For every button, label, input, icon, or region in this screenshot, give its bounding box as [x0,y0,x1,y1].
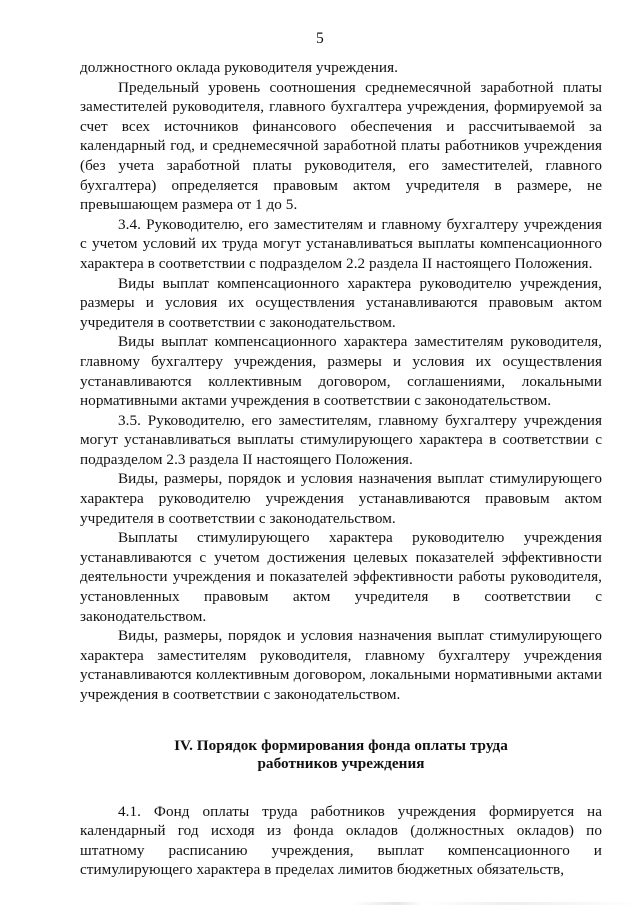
section-heading [80,737,602,773]
paragraph-incentive-head: Виды, размеры, порядок и условия назначения выплат стимулирующего характера руководителю учреждения устанавливаются правовым актом учредителя в соответствии с законодательством. [80,470,602,527]
paragraph-incentive-deputies: Виды, размеры, порядок и условия назначения выплат стимулирующего характера заместителям руководителя, главному бухгалтеру учреждения устанавливаются коллективным договором, локальными нормативными актами учреждения в соответствии с законодательством. [80,627,602,703]
paragraph-salary-ratio: Предельный уровень соотношения среднемесячной заработной платы заместителей руководителя, главного бухгалтера учреждения, формируемой за счет всех источников финансового обеспечения и рассчитываемой за календарный год, и среднемесячной заработной платы работников учреждения (без учета заработной платы руководителя, его заместителей, главного бухгалтера) определяется правовым актом учредителя в размере, не превышающем размера от 1 до 5. [80,78,602,214]
paragraph-incentive-targets: Выплаты стимулирующего характера руководителю учреждения устанавливаются с учетом достижения целевых показателей эффективности деятельности учреждения и показателей эффективности работы руководителя, установленных правовым актом учредителя в соответствии с законодательством. [80,529,602,625]
paragraph-3-4: 3.4. Руководителю, его заместителям и главному бухгалтеру учреждения с учетом условий их труда могут устанавливаться выплаты компенсационного характера в соответствии с подразделом 2.2 раздела II настоящего Положения. [80,215,602,272]
paragraph-3-5: 3.5. Руководителю, его заместителям, главному бухгалтеру учреждения могут устанавливаться выплаты стимулирующего характера в соответствии с подразделом 2.3 раздела II настоящего Положения. [80,411,602,468]
paragraph-continuation: должностного оклада руководителя учреждения. [80,59,398,76]
paragraph-4-1: 4.1. Фонд оплаты труда работников учреждения формируется на календарный год исходя из фонда окладов (должностных окладов) по штатному расписанию учреждения, выплат компенсационного и стимулирующего характера в пределах лимитов бюджетных обязательств, [80,802,602,879]
document-body [80,58,602,880]
section-heading-line-1: IV. Порядок формирования фонда оплаты труда [174,736,508,754]
paragraph-compensation-deputies: Виды выплат компенсационного характера заместителям руководителя, главному бухгалтеру учреждения, размеры и условия их осуществления устанавливаются коллективным договором, соглашениями, локальными нормативными актами учреждения в соответствии с законодательством. [80,333,602,410]
section-heading-line-2: работников учреждения [257,754,425,772]
page-number: 5 [316,30,324,47]
paragraph-compensation-head: Виды выплат компенсационного характера руководителю учреждения, размеры и условия их осуществления устанавливаются правовым актом учредителя в соответствии с законодательством. [80,274,602,331]
